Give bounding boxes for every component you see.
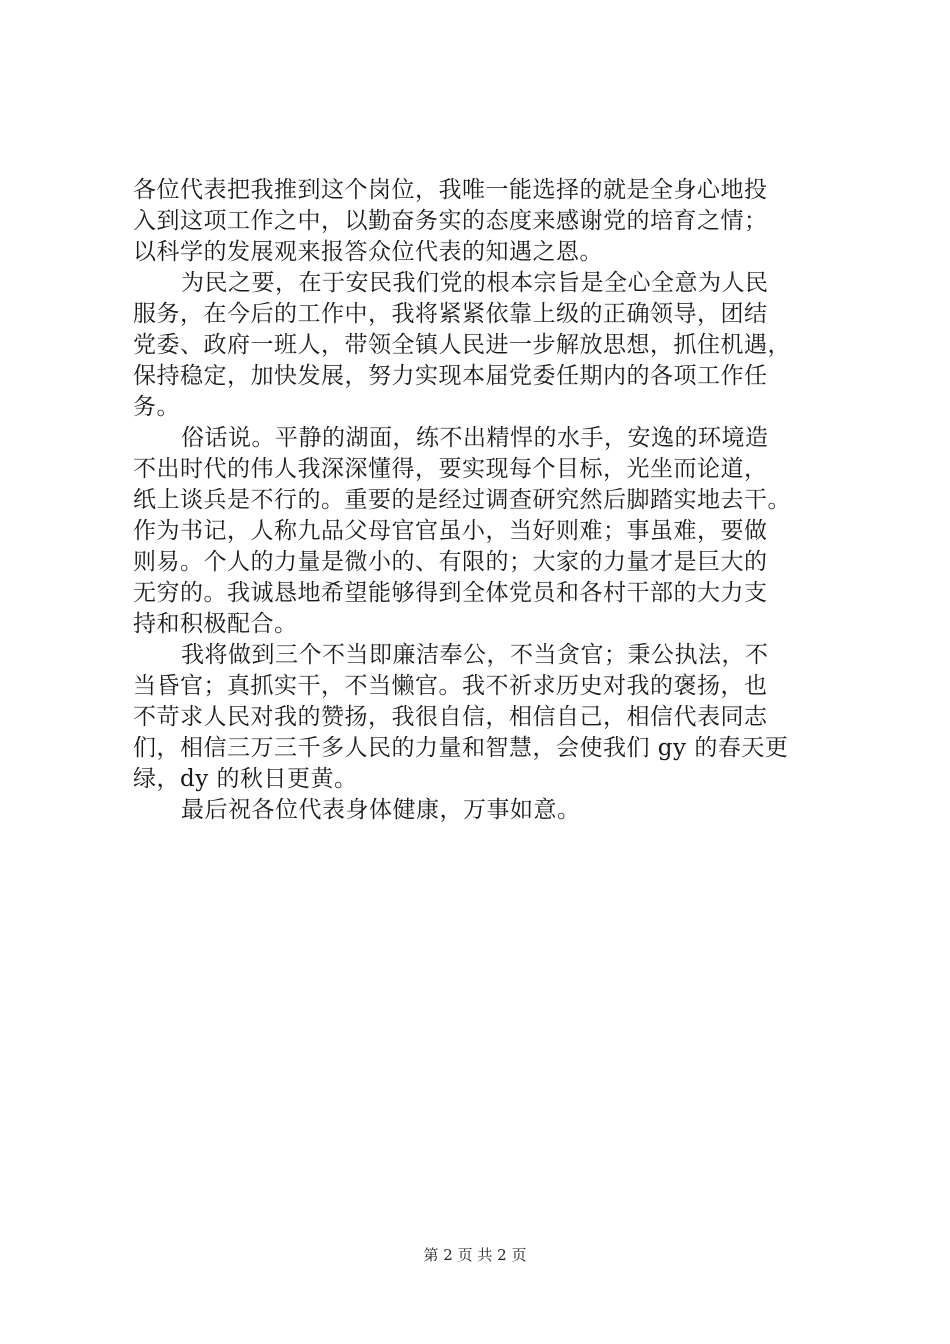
text-line: 当昏官；真抓实干，不当懒官。我不祈求历史对我的褒扬，也 — [133, 673, 768, 699]
text-line: 为民之要，在于安民我们党的根本宗旨是全心全意为人民 — [181, 270, 769, 296]
text-line: 不苛求人民对我的赞扬，我很自信，相信自己，相信代表同志 — [133, 704, 768, 730]
text-line: 我将做到三个不当即廉洁奉公，不当贪官；秉公执法，不 — [181, 642, 769, 668]
paragraph — [133, 175, 823, 268]
text-line: 纸上谈兵是不行的。重要的是经过调查研究然后脚踏实地去干。 — [133, 487, 791, 513]
text-line: 绿，dy 的秋日更黄。 — [133, 766, 358, 792]
text-line: 无穷的。我诚恳地希望能够得到全体党员和各村干部的大力支 — [133, 580, 768, 606]
page-number-footer: 第 2 页 共 2 页 — [423, 1246, 527, 1264]
text-line: 最后祝各位代表身体健康，万事如意。 — [181, 797, 581, 823]
text-line: 持和积极配合。 — [133, 611, 298, 637]
text-line: 不出时代的伟人我深深懂得，要实现每个目标，光坐而论道， — [133, 456, 768, 482]
text-line: 以科学的发展观来报答众位代表的知遇之恩。 — [133, 239, 603, 265]
text-line: 入到这项工作之中，以勤奋务实的态度来感谢党的培育之情； — [133, 208, 768, 234]
text-line: 保持稳定，加快发展，努力实现本届党委任期内的各项工作任 — [133, 363, 768, 389]
paragraph — [133, 268, 823, 423]
text-line: 服务，在今后的工作中，我将紧紧依靠上级的正确领导，团结 — [133, 301, 768, 327]
paragraph — [133, 640, 823, 795]
text-line: 务。 — [133, 394, 180, 420]
paragraph — [133, 795, 823, 826]
text-line: 作为书记，人称九品父母官官虽小，当好则难；事虽难，要做 — [133, 518, 768, 544]
document-body — [133, 175, 823, 826]
paragraph — [133, 423, 823, 640]
text-line: 各位代表把我推到这个岗位，我唯一能选择的就是全身心地投 — [133, 177, 768, 203]
text-line: 俗话说。平静的湖面，练不出精悍的水手，安逸的环境造 — [181, 425, 769, 451]
text-line: 们，相信三万三千多人民的力量和智慧，会使我们 gy 的春天更 — [133, 735, 789, 761]
text-line: 则易。个人的力量是微小的、有限的；大家的力量才是巨大的 — [133, 549, 768, 575]
text-line: 党委、政府一班人，带领全镇人民进一步解放思想，抓住机遇， — [133, 332, 791, 358]
